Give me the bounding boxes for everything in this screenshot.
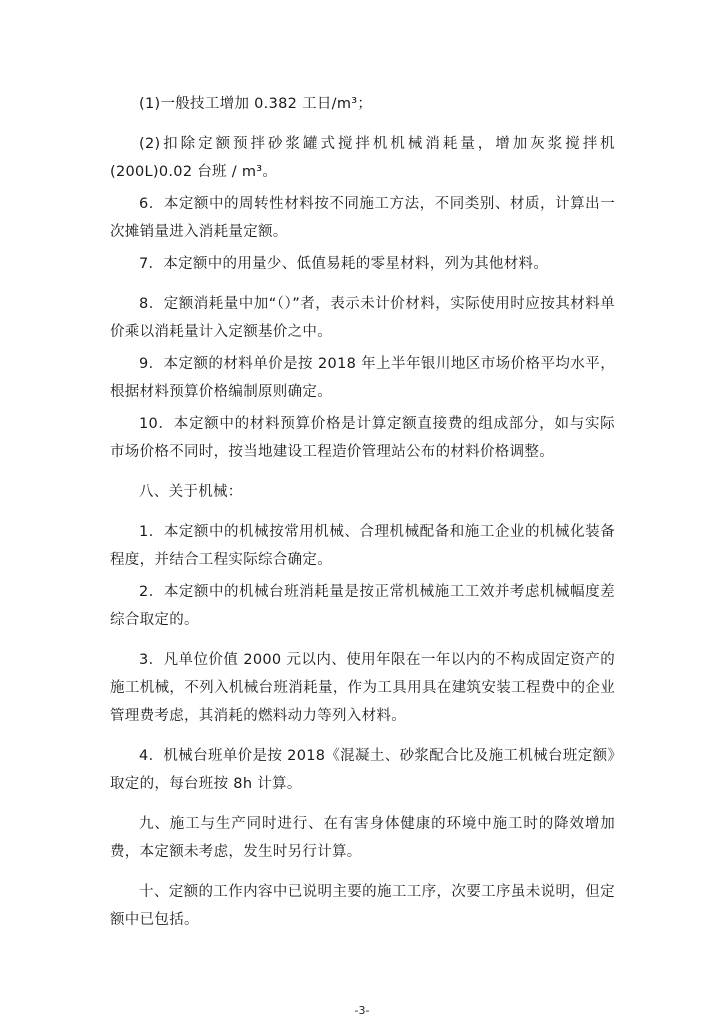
paragraph: 9．本定额的材料单价是按 2018 年上半年银川地区市场价格平均水平，根据材料预算价格编制原则确定。 xyxy=(110,356,615,400)
paragraph: 8．定额消耗量中加“（）”者，表示未计价材料，实际使用时应按其材料单价乘以消耗量计入定额基价之中。 xyxy=(110,296,615,340)
paragraph: (1)一般技工增加 0.382 工日/m³； xyxy=(139,96,373,112)
section-paragraph: 九、施工与生产同时进行、在有害身体健康的环境中施工时的降效增加费，本定额未考虑，发生时另行计算。 xyxy=(110,816,615,860)
section-heading: 八、关于机械： xyxy=(139,484,243,500)
paragraph: 6．本定额中的周转性材料按不同施工方法，不同类别、材质，计算出一次摊销量进入消耗量定额。 xyxy=(110,196,615,240)
paragraph: 3．凡单位价值 2000 元以内、使用年限在一年以内的不构成固定资产的施工机械，不列入机械台班消耗量，作为工具用具在建筑安装工程费中的企业管理费考虑，其消耗的燃料动力等列入材料。 xyxy=(110,652,615,724)
body-text xyxy=(110,90,615,946)
paragraph: (2)扣除定额预拌砂浆罐式搅拌机机械消耗量，增加灰浆搅拌机(200L)0.02 台班 / m³。 xyxy=(110,136,615,180)
paragraph: 7．本定额中的用量少、低值易耗的零星材料，列为其他材料。 xyxy=(139,256,549,272)
paragraph: 10．本定额中的材料预算价格是计算定额直接费的组成部分，如与实际市场价格不同时，按当地建设工程造价管理站公布的材料价格调整。 xyxy=(110,416,615,460)
section-paragraph: 十、定额的工作内容中已说明主要的施工工序，次要工序虽未说明，但定额中已包括。 xyxy=(110,884,615,928)
paragraph: 4．机械台班单价是按 2018《混凝土、砂浆配合比及施工机械台班定额》取定的，每台班按 8h 计算。 xyxy=(110,748,615,792)
page-number: -3- xyxy=(354,1004,370,1017)
paragraph: 1．本定额中的机械按常用机械、合理机械配备和施工企业的机械化装备程度，并结合工程实际综合确定。 xyxy=(110,524,615,568)
paragraph: 2．本定额中的机械台班消耗量是按正常机械施工工效并考虑机械幅度差综合取定的。 xyxy=(110,584,615,628)
